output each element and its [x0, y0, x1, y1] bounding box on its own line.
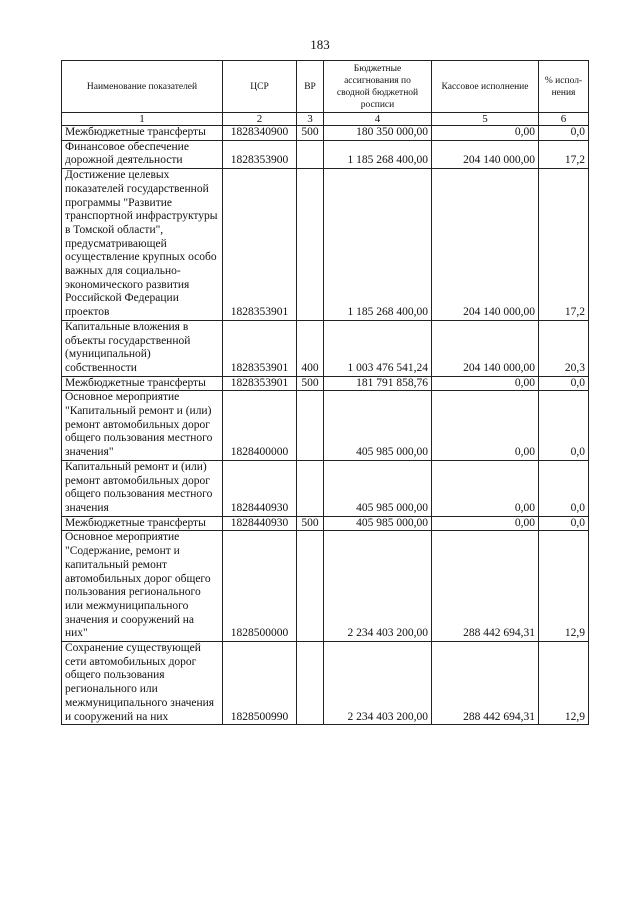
row-name: Основное мероприятие "Капитальный ремонт и (или) ремонт автомобильных дорог общего пользования местного значения"	[62, 391, 223, 461]
row-csr: 1828353901	[223, 320, 297, 376]
row-pct: 12,9	[539, 642, 589, 725]
row-csr: 1828500000	[223, 531, 297, 642]
header-budget: Бюджетные ассигнования по сводной бюджетной росписи	[324, 61, 432, 113]
row-budget: 2 234 403 200,00	[324, 642, 432, 725]
row-name: Межбюджетные трансферты	[62, 516, 223, 531]
row-vr	[297, 460, 324, 516]
row-pct: 12,9	[539, 531, 589, 642]
row-pct: 17,2	[539, 169, 589, 321]
row-cash: 0,00	[432, 376, 539, 391]
header-vr: ВР	[297, 61, 324, 113]
row-name: Достижение целевых показателей государственной программы "Развитие транспортной инфраструктуры в Томской области", предусматривающей осуществление крупных особо важных для социально-экономического развития Российской Федерации проектов	[62, 169, 223, 321]
row-name: Основное мероприятие "Содержание, ремонт и капитальный ремонт автомобильных дорог общего пользования регионального или межмуниципального значения и сооружений на них"	[62, 531, 223, 642]
row-csr: 1828440930	[223, 516, 297, 531]
table-row	[62, 531, 589, 642]
row-vr	[297, 169, 324, 321]
row-csr: 1828353901	[223, 169, 297, 321]
row-vr: 400	[297, 320, 324, 376]
row-cash: 204 140 000,00	[432, 169, 539, 321]
row-cash: 288 442 694,31	[432, 642, 539, 725]
table-body	[62, 126, 589, 725]
row-pct: 20,3	[539, 320, 589, 376]
row-pct: 17,2	[539, 140, 589, 168]
row-cash: 0,00	[432, 126, 539, 141]
row-csr: 1828400000	[223, 391, 297, 461]
row-budget: 180 350 000,00	[324, 126, 432, 141]
table-row	[62, 376, 589, 391]
table-row	[62, 126, 589, 141]
budget-execution-table	[61, 60, 589, 725]
row-csr: 1828353901	[223, 376, 297, 391]
table-row	[62, 516, 589, 531]
table-row	[62, 642, 589, 725]
row-budget: 405 985 000,00	[324, 391, 432, 461]
row-budget: 2 234 403 200,00	[324, 531, 432, 642]
row-csr: 1828500990	[223, 642, 297, 725]
column-number: 5	[432, 113, 539, 126]
table-row	[62, 460, 589, 516]
column-number: 4	[324, 113, 432, 126]
column-number: 6	[539, 113, 589, 126]
row-budget: 405 985 000,00	[324, 516, 432, 531]
header-csr: ЦСР	[223, 61, 297, 113]
table-row	[62, 320, 589, 376]
row-vr	[297, 391, 324, 461]
table-row	[62, 140, 589, 168]
row-pct: 0,0	[539, 460, 589, 516]
row-vr: 500	[297, 376, 324, 391]
row-pct: 0,0	[539, 126, 589, 141]
row-budget: 1 185 268 400,00	[324, 169, 432, 321]
header-row	[62, 61, 589, 113]
row-name: Межбюджетные трансферты	[62, 376, 223, 391]
row-budget: 1 003 476 541,24	[324, 320, 432, 376]
row-name: Финансовое обеспечение дорожной деятельности	[62, 140, 223, 168]
row-cash: 0,00	[432, 460, 539, 516]
row-name: Сохранение существующей сети автомобильных дорог общего пользования регионального или межмуниципального значения и сооружений на них	[62, 642, 223, 725]
row-vr	[297, 140, 324, 168]
row-budget: 181 791 858,76	[324, 376, 432, 391]
column-number: 1	[62, 113, 223, 126]
row-vr	[297, 642, 324, 725]
table-row	[62, 391, 589, 461]
row-name: Межбюджетные трансферты	[62, 126, 223, 141]
row-budget: 1 185 268 400,00	[324, 140, 432, 168]
row-vr: 500	[297, 126, 324, 141]
page-number: 183	[310, 37, 330, 52]
row-vr: 500	[297, 516, 324, 531]
header-pct: % испол-нения	[539, 61, 589, 113]
header-name: Наименование показателей	[62, 61, 223, 113]
row-pct: 0,0	[539, 376, 589, 391]
row-csr: 1828440930	[223, 460, 297, 516]
row-csr: 1828340900	[223, 126, 297, 141]
row-cash: 204 140 000,00	[432, 140, 539, 168]
row-cash: 288 442 694,31	[432, 531, 539, 642]
row-cash: 0,00	[432, 516, 539, 531]
column-number-row	[62, 113, 589, 126]
header-cash: Кассовое исполнение	[432, 61, 539, 113]
row-pct: 0,0	[539, 516, 589, 531]
column-number: 3	[297, 113, 324, 126]
row-vr	[297, 531, 324, 642]
row-cash: 0,00	[432, 391, 539, 461]
row-name: Капитальные вложения в объекты государственной (муниципальной) собственности	[62, 320, 223, 376]
row-pct: 0,0	[539, 391, 589, 461]
column-number: 2	[223, 113, 297, 126]
row-name: Капитальный ремонт и (или) ремонт автомобильных дорог общего пользования местного значения	[62, 460, 223, 516]
row-cash: 204 140 000,00	[432, 320, 539, 376]
row-csr: 1828353900	[223, 140, 297, 168]
table-row	[62, 169, 589, 321]
row-budget: 405 985 000,00	[324, 460, 432, 516]
